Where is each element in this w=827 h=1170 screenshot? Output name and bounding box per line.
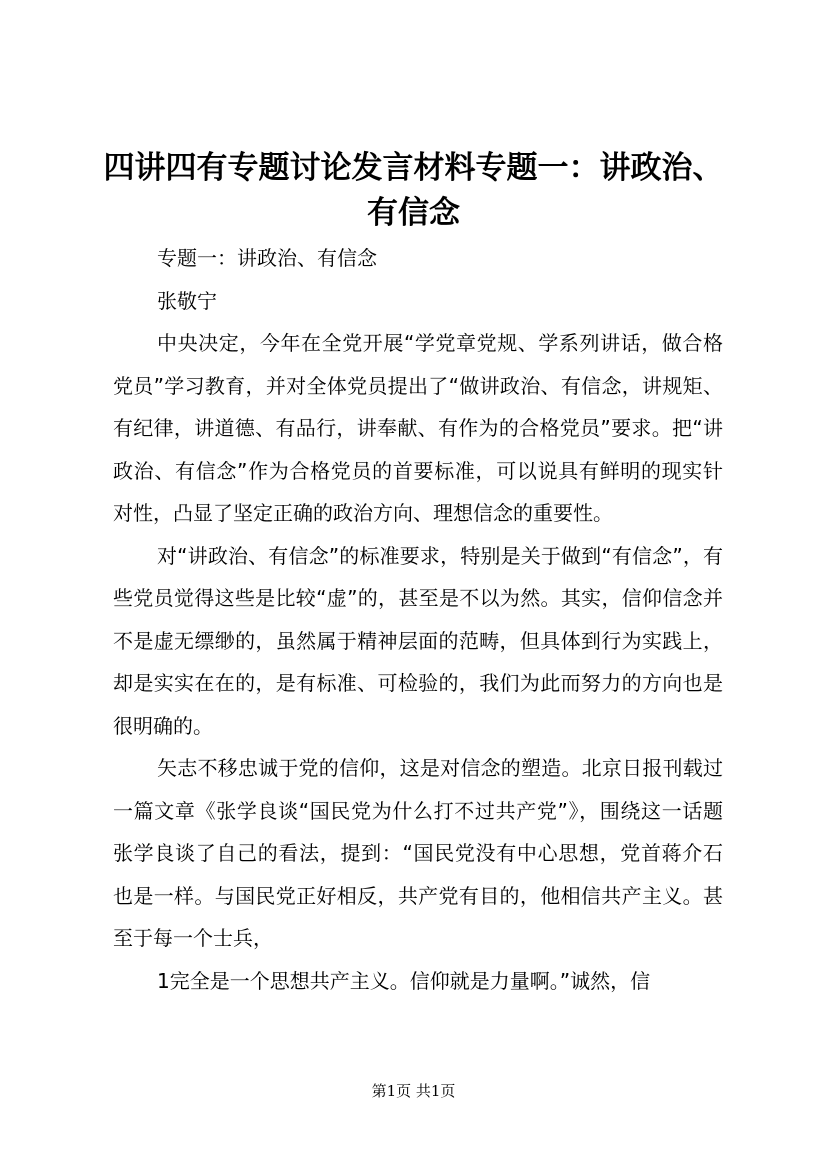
- document-title: 四讲四有专题讨论发言材料专题一：讲政治、有信念: [103, 150, 724, 231]
- paragraph-3: 矢志不移忠诚于党的信仰，这是对信念的塑造。北京日报刊载过一篇文章《张学良谈“国民党为什么打不过共产党”》，围绕这一话题张学良谈了自己的看法，提到：“国民党没有中心思想，党首蒋介石也是一样。与国民党正好相反，共产党有目的，他相信共产主义。甚至于每一个士兵，: [113, 756, 723, 950]
- page-footer: 第1页 共1页: [371, 1082, 456, 1100]
- paragraph-2: 对“讲政治、有信念”的标准要求，特别是关于做到“有信念”，有些党员觉得这些是比较“虚”的，甚至是不以为然。其实，信仰信念并不是虚无缥缈的，虽然属于精神层面的范畴，但具体到行为实践上，却是实实在在的，是有标准、可检验的，我们为此而努力的方向也是很明确的。: [113, 543, 723, 738]
- paragraph-4: 1完全是一个思想共产主义。信仰就是力量啊。”诚然，信: [157, 968, 651, 993]
- paragraph-1: 中央决定，今年在全党开展“学党章党规、学系列讲话，做合格党员”学习教育，并对全体党员提出了“做讲政治、有信念，讲规矩、有纪律，讲道德、有品行，讲奉献、有作为的合格党员”要求。把“讲政治、有信念”作为合格党员的首要标准，可以说具有鲜明的现实针对性，凸显了坚定正确的政治方向、理想信念的重要性。: [113, 331, 723, 525]
- author: 张敬宁: [157, 288, 217, 313]
- document-body: [113, 237, 723, 1002]
- subtitle: 专题一：讲政治、有信念: [157, 246, 377, 270]
